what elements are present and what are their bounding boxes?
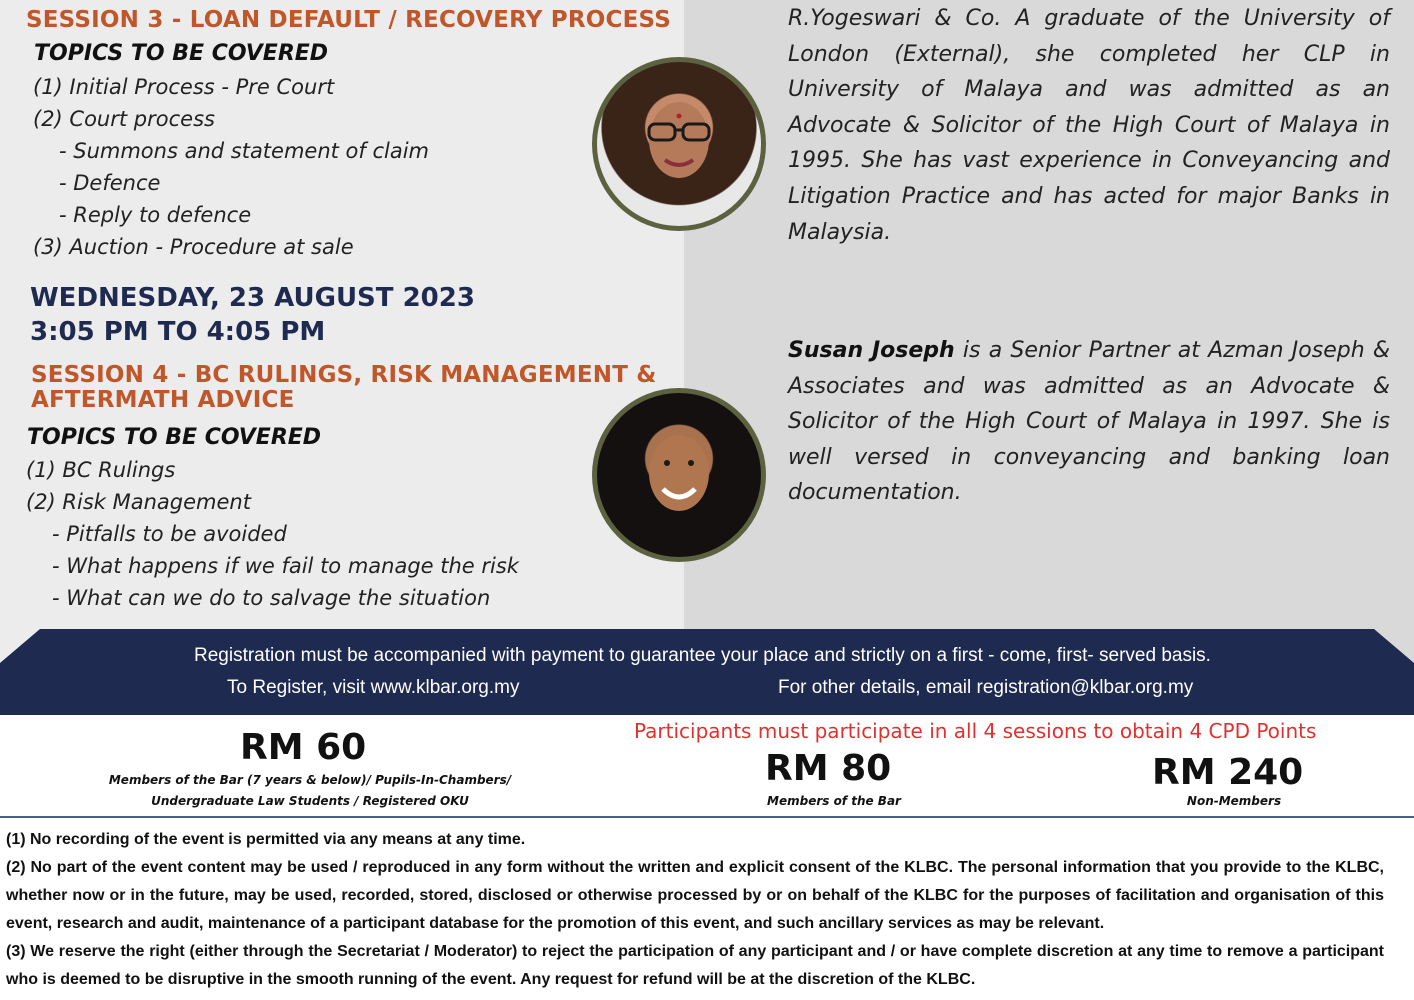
list-item: (1) Initial Process - Pre Court (33, 75, 335, 99)
speaker2-photo (592, 388, 766, 562)
list-item: - Defence (59, 171, 161, 195)
session4-title-line2: AFTERMATH ADVICE (31, 387, 295, 413)
cpd-note: Participants must participate in all 4 sessions to obtain 4 CPD Points (634, 719, 1317, 743)
tier1-desc-line1: Members of the Bar (7 years & below)/ Pupils-In-Chambers/ (108, 773, 512, 787)
tier1-desc-line2: Undergraduate Law Students / Registered OKU (151, 794, 469, 808)
email-link[interactable]: For other details, email registration@klbar.org.my (778, 677, 1194, 698)
speaker1-photo (592, 57, 766, 231)
session3-topics-list (33, 71, 429, 263)
list-item: (2) Court process (33, 107, 215, 131)
list-item: - Reply to defence (59, 203, 252, 227)
speaker1-portrait-icon (597, 62, 761, 226)
list-item: (3) Auction - Procedure at sale (33, 235, 354, 259)
register-link[interactable]: To Register, visit www.klbar.org.my (227, 677, 520, 698)
list-item: (1) BC Rulings (26, 458, 176, 482)
list-item: - What can we do to salvage the situation (52, 586, 491, 610)
list-item: (2) Risk Management (26, 490, 251, 514)
list-item: - Pitfalls to be avoided (52, 522, 287, 546)
terms-notes (6, 826, 1384, 994)
note-item: (2) No part of the event content may be used / reproduced in any form without the written and explicit consent of the KLBC. The personal information that you provide to the KLBC, whether now or in the future, may be used, recorded, stored, disclosed or otherwise processed by or on behalf of the KLBC for the purposes of facilitation and organisation of this event, research and audit, maintenance of a participant database for the promotion of this event, and such ancillary services as may be relevant. (6, 859, 1384, 932)
registration-banner (0, 629, 1414, 715)
session3-title: SESSION 3 - LOAN DEFAULT / RECOVERY PROCESS (26, 7, 671, 33)
note-item: (1) No recording of the event is permitted via any means at any time. (6, 831, 526, 848)
list-item: - What happens if we fail to manage the risk (52, 554, 519, 578)
tier1-description (80, 770, 540, 812)
event-time: 3:05 PM TO 4:05 PM (30, 317, 326, 347)
session4-title-line1: SESSION 4 - BC RULINGS, RISK MANAGEMENT & (31, 362, 657, 388)
tier2-price: RM 80 (765, 748, 892, 789)
speaker1-bio: R.Yogeswari & Co. A graduate of the University of London (External), she completed her CLP in University of Malaya and was admitted as an Advocate & Solicitor of the High Court of Malaya in 1995. She has vast experience in Conveyancing and Litigation Practice and has acted for major Banks in Malaysia. (788, 6, 1390, 245)
session3-topics-heading: TOPICS TO BE COVERED (34, 41, 329, 66)
tier2-description: Members of the Bar (767, 794, 901, 808)
tier3-description: Non-Members (1186, 794, 1282, 808)
tier3-price: RM 240 (1152, 752, 1304, 793)
speaker2-portrait-icon (597, 393, 761, 557)
speaker2-name: Susan Joseph (788, 338, 955, 363)
session4-topics-list (26, 454, 519, 614)
banner-corner-shapes (0, 629, 1414, 715)
note-item: (3) We reserve the right (either through the Secretariat / Moderator) to reject the participation of any participant and / or have complete discretion at any time to remove a participant who is deemed to be disruptive in the smooth running of the event. Any request for refund will be at the discretion of the KLBC. (6, 943, 1384, 988)
session4-topics-heading: TOPICS TO BE COVERED (27, 425, 322, 450)
speaker2-bio (788, 333, 1390, 511)
event-date: WEDNESDAY, 23 AUGUST 2023 (30, 283, 475, 313)
divider (0, 816, 1414, 818)
speaker2-bio-text: is a Senior Partner at Azman Joseph & Associates and was admitted as an Advocate & Solicitor of the High Court of Malaya in 1997. She is well versed in conveyancing and banking loan documentation. (788, 338, 1391, 506)
tier1-price: RM 60 (240, 727, 367, 768)
list-item: - Summons and statement of claim (59, 139, 430, 163)
registration-note: Registration must be accompanied with payment to guarantee your place and strictly on a first - come, first- served basis. (194, 645, 1211, 666)
